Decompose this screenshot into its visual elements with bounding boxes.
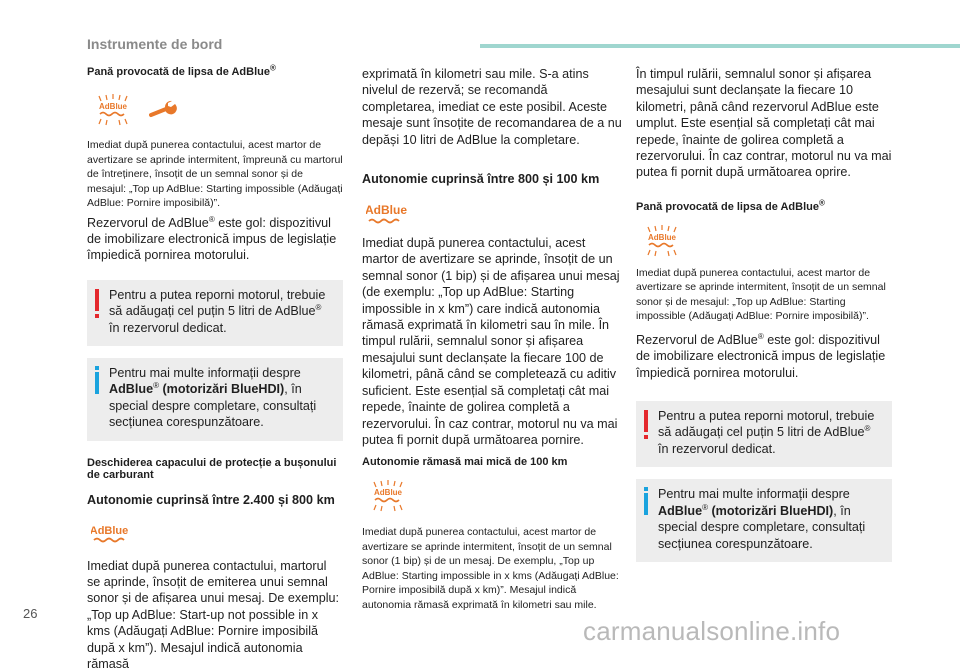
svg-text:AdBlue: AdBlue	[374, 488, 402, 498]
section-heading: Autonomie rămasă mai mică de 100 km	[362, 456, 568, 469]
svg-text:AdBlue: AdBlue	[99, 102, 127, 111]
adblue-flashing-icon	[366, 480, 410, 512]
svg-text:AdBlue: AdBlue	[91, 524, 129, 537]
exclamation-icon	[95, 289, 99, 311]
svg-text:AdBlue: AdBlue	[648, 232, 676, 242]
watermark: carmanualsonline.info	[583, 616, 841, 646]
body-text: Rezervorul de AdBlue® este gol: dispozitivul de imobilizare electronică impus de legislație împiedică pornirea motorului.	[636, 331, 886, 380]
info-icon	[644, 493, 648, 515]
body-text: Imediat după punerea contactului, acest martor de avertizare se aprinde, însoțit de un semnal sonor (1 bip) și de afișarea unui mesaj (de exemplu: „Top up AdBlue: Starting impossible in x km”) care indică autonomia rămasă exprimată în kilometri sau în mile. În timpul rulării, semnalul sonor și afișarea mesajului sunt declanșate la fiecare 100 de kilometri, până când se completează cu aditiv suficient. Este esențial să completați cât mai repede, înainte de golirea completă a rezervorului. În caz contrar, motorul nu va mai putea fi pornit după următoarea pornire.	[362, 236, 620, 447]
adblue-icon	[91, 523, 131, 545]
adblue-flashing-icon	[91, 94, 135, 126]
column-2	[362, 66, 622, 612]
section-heading: Autonomie cuprinsă între 800 și 100 km	[362, 172, 600, 187]
section-heading: Pană provocată de lipsa de AdBlue®	[87, 63, 276, 78]
adblue-icon-row	[640, 225, 892, 262]
info-icon	[95, 372, 99, 394]
adblue-icon-row	[91, 523, 343, 550]
warning-description: Imediat după punerea contactului, acest martor de avertizare se aprinde intermitent, însoțit de un semnal sonor (1 bip) și de un mesaj. De exemplu, „Top up AdBlue: Starting impossible in x kms (Adăugați AdBlue: Pornire imposibilă după x km)”. Mesajul indică autonomia rămasă exprimată în kilometri sau mile.	[362, 526, 619, 611]
page-number: 26	[23, 606, 38, 621]
info-box: Pentru mai multe informații despre AdBlue® (motorizări BlueHDI), în special despre completare, consultați secțiunea corespunzătoare.	[636, 479, 892, 562]
info-box: Pentru mai multe informații despre AdBlue® (motorizări BlueHDI), în special despre completare, consultați secțiunea corespunzătoare.	[87, 358, 343, 441]
column-1	[87, 63, 343, 672]
warning-box: Pentru a putea reporni motorul, trebuie să adăugați cel puțin 5 litri de AdBlue® în rezervorul dedicat.	[636, 401, 892, 467]
header-bar	[480, 44, 960, 48]
exclamation-icon	[644, 410, 648, 432]
body-text: exprimată în kilometri sau mile. S-a atins nivelul de rezervă; se recomandă completarea, imediat ce este posibil. Aceste mesaje sunt însoțite de recomandarea de a nu depăși 10 litri de AdBlue la completare.	[362, 67, 622, 147]
wrench-icon	[149, 100, 179, 120]
section-heading: Pană provocată de lipsa de AdBlue®	[636, 198, 825, 213]
adblue-flashing-icon	[640, 225, 684, 257]
body-text: Rezervorul de AdBlue® este gol: dispozitivul de imobilizare electronică impus de legislație împiedică pornirea motorului.	[87, 214, 337, 263]
adblue-icon-row	[366, 480, 622, 517]
warning-description: Imediat după punerea contactului, acest martor de avertizare se aprinde intermitent, însoțit de un semnal sonor și de mesajul: „Top up AdBlue: Starting impossible (Adăugați AdBlue: Pornire imposibilă)”.	[636, 266, 886, 323]
column-3	[636, 66, 892, 562]
body-text: În timpul rulării, semnalul sonor și afișarea mesajului sunt declanșate la fiecare 10 kilometri, până când rezervorul AdBlue este umplut. Este esențial să completați cât mai repede, înainte de golirea completă a rezervorului. În caz contrar, motorul nu va mai putea fi pornit după următoarea oprire.	[636, 67, 892, 180]
warning-icons	[91, 94, 343, 126]
header-title: Instrumente de bord	[87, 36, 223, 52]
warning-box: Pentru a putea reporni motorul, trebuie să adăugați cel puțin 5 litri de AdBlue® în rezervorul dedicat.	[87, 280, 343, 346]
section-heading: Autonomie cuprinsă între 2.400 și 800 km	[87, 492, 335, 507]
warning-description: Imediat după punerea contactului, acest martor de avertizare se aprinde intermitent, împreună cu martorul de întreținere, însoțit de un semnal sonor și de mesajul: „Top up AdBlue: Starting impossible (Adăugați AdBlue: Pornire imposibilă)”.	[87, 139, 343, 209]
sub-heading: Deschiderea capacului de protecție a bușonului de carburant	[87, 456, 337, 481]
body-text: Imediat după punerea contactului, martorul se aprinde, însoțit de emiterea unui semnal sonor și de afișarea unui mesaj. De exemplu: „Top up AdBlue: Start-up not possible in x kms (Adăugați AdBlue: Pornire imposibilă după x km”). Mesajul indică autonomia rămasă	[87, 558, 340, 671]
adblue-icon	[366, 202, 410, 226]
svg-text:AdBlue: AdBlue	[366, 203, 407, 218]
adblue-icon-row	[366, 202, 622, 231]
